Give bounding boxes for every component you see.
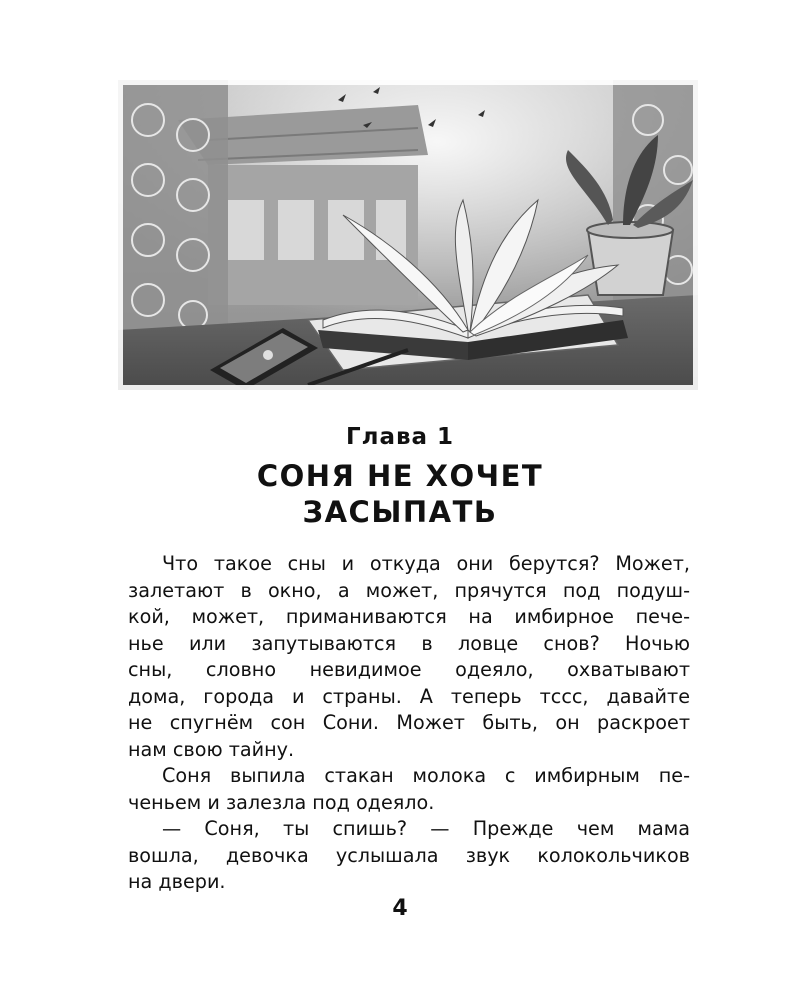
page-number: 4 bbox=[392, 896, 408, 921]
text-line: — Соня, ты спишь? — Прежде чем мама bbox=[162, 817, 690, 840]
text-line: вошла, девочка услышала звук колокольчиков bbox=[128, 843, 690, 867]
chapter-number: Глава 1 bbox=[345, 424, 455, 450]
text-line: сны, словно невидимое одеяло, охватывают bbox=[128, 658, 690, 681]
body-text bbox=[128, 551, 690, 896]
chapter-illustration bbox=[118, 80, 698, 390]
chapter-title-line: СОНЯ НЕ ХОЧЕТ bbox=[256, 459, 544, 493]
text-line: ченьем и залезла под одеяло. bbox=[128, 790, 435, 814]
text-line: дома, города и страны. А теперь тссс, давайте bbox=[128, 684, 690, 708]
text-line: Соня выпила стакан молока с имбирным пе- bbox=[162, 764, 690, 787]
text-line: не спугнём сон Сони. Может быть, он раскроет bbox=[128, 711, 690, 734]
chapter-title-line: ЗАСЫПАТЬ bbox=[302, 495, 498, 529]
text-line: на двери. bbox=[128, 870, 226, 893]
text-line: нье или запутываются в ловце снов? Ночью bbox=[128, 631, 690, 655]
lace-curtain-left bbox=[118, 80, 228, 350]
text-line: залетают в окно, а может, прячутся под подуш- bbox=[128, 578, 690, 602]
text-line: нам свою тайну. bbox=[128, 737, 295, 761]
text-line: Что такое сны и откуда они берутся? Может, bbox=[162, 552, 690, 575]
text-line: кой, может, приманиваются на имбирное пече- bbox=[128, 605, 690, 628]
chapter-title bbox=[0, 458, 800, 530]
